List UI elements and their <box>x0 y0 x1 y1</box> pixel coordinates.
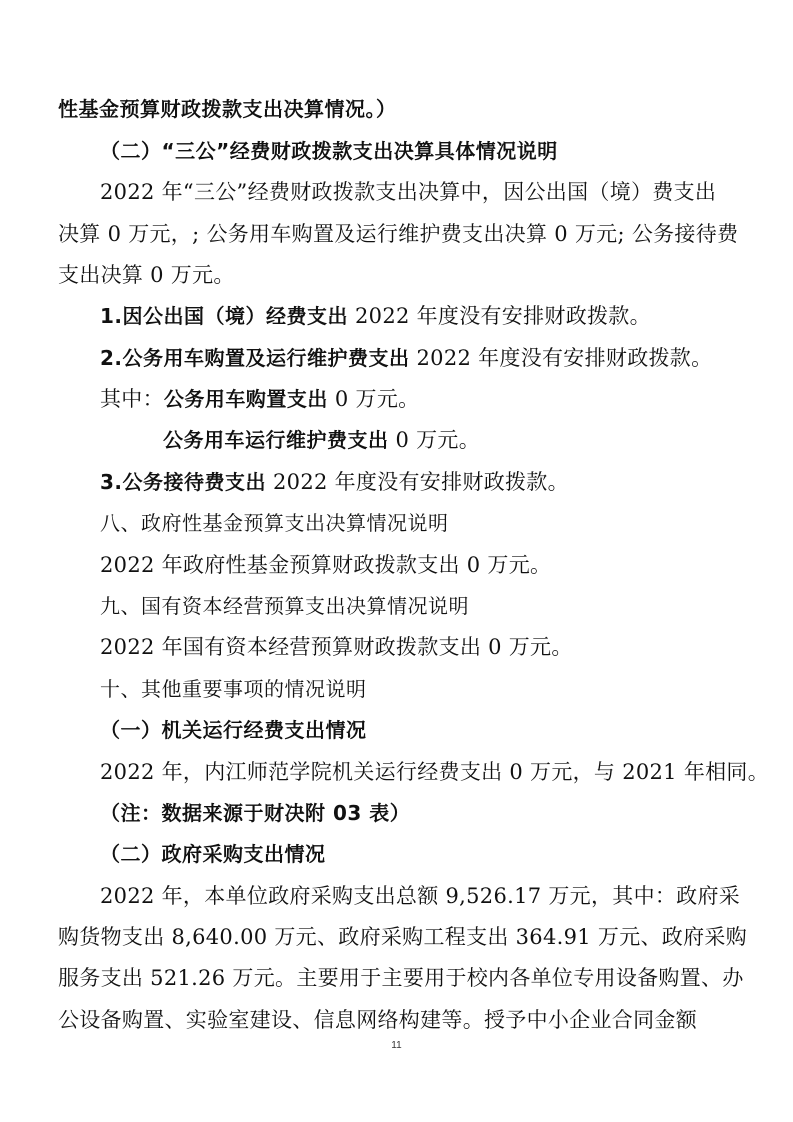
paragraph-line: 2022 年政府性基金预算财政拨款支出 0 万元。 <box>100 553 552 577</box>
item-text: 2022 年度没有安排财政拨款。 <box>348 304 651 328</box>
item-text: 0 万元。 <box>327 387 420 411</box>
section-subheading: （一）机关运行经费支出情况 <box>100 718 367 742</box>
item-title: 公务用车购置支出 <box>163 387 328 411</box>
paragraph-line <box>100 467 569 497</box>
item-text: 0 万元。 <box>388 428 481 452</box>
section-subheading: （二）“三公”经费财政拨款支出决算具体情况说明 <box>100 139 558 163</box>
item-title: 公务用车运行维护费支出 <box>163 428 389 452</box>
section-subheading: （二）政府采购支出情况 <box>100 842 326 866</box>
item-title: 3.公务接待费支出 <box>100 470 267 494</box>
page-number: 11 <box>391 1040 402 1051</box>
paragraph-line <box>163 425 480 455</box>
section-heading: 九、国有资本经营预算支出决算情况说明 <box>100 594 469 618</box>
paragraph-line: 性基金预算财政拨款支出决算情况。） <box>58 97 397 121</box>
paragraph-line: 公设备购置、实验室建设、信息网络构建等。授予中小企业合同金额 <box>58 1008 697 1032</box>
paragraph-line: 购货物支出 8,640.00 万元、政府采购工程支出 364.91 万元、政府采购 <box>58 925 747 949</box>
paragraph-line <box>100 384 419 414</box>
note-line: （注：数据来源于财决附 03 表） <box>100 801 411 825</box>
item-text: 2022 年度没有安排财政拨款。 <box>409 346 713 370</box>
paragraph-line: 决算 0 万元，; 公务用车购置及运行维护费支出决算 0 万元; 公务接待费 <box>58 222 739 246</box>
paragraph-line: 支出决算 0 万元。 <box>58 263 235 287</box>
item-title: 2.公务用车购置及运行维护费支出 <box>100 346 410 370</box>
item-title: 1.因公出国（境）经费支出 <box>100 304 349 328</box>
section-heading: 十、其他重要事项的情况说明 <box>100 677 367 701</box>
paragraph-line: 服务支出 521.26 万元。主要用于主要用于校内各单位专用设备购置、办 <box>58 966 744 990</box>
item-prefix: 其中： <box>100 387 164 411</box>
item-text: 2022 年度没有安排财政拨款。 <box>266 470 569 494</box>
paragraph-line <box>100 343 712 373</box>
paragraph-line: 2022 年，本单位政府采购支出总额 9,526.17 万元，其中：政府采 <box>100 884 741 908</box>
paragraph-line <box>100 301 651 331</box>
paragraph-line: 2022 年“三公”经费财政拨款支出决算中，因公出国（境）费支出 <box>100 180 717 204</box>
section-heading: 八、政府性基金预算支出决算情况说明 <box>100 511 449 535</box>
paragraph-line: 2022 年国有资本经营预算财政拨款支出 0 万元。 <box>100 635 573 659</box>
paragraph-line: 2022 年，内江师范学院机关运行经费支出 0 万元，与 2021 年相同。 <box>100 760 770 784</box>
